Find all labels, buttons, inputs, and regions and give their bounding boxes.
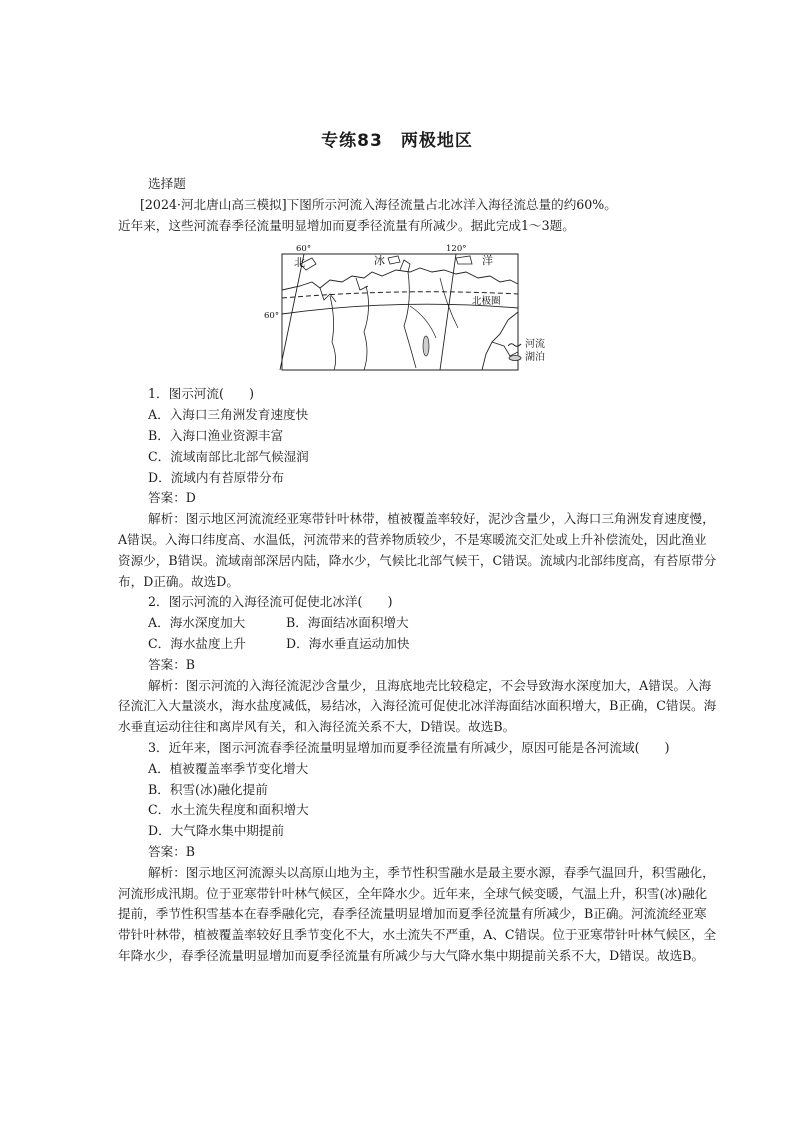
option-a: A．入海口三角洲发育速度快 xyxy=(148,407,309,423)
lake-symbol-icon xyxy=(508,354,522,362)
ocean-label-1: 北 xyxy=(294,256,305,270)
option-b: B．入海口渔业资源丰富 xyxy=(148,427,284,443)
analysis: 解析：图示地区河流流经亚寒带针叶林带，植被覆盖率较好，泥沙含量少，入海口三角洲发育速度慢，A错误。入海口纬度高、水温低，河流带来的营养物质较少，不是寒暖流交汇处或上升补偿流处，因此渔业资源少，B错误。流域南部深居内陆，降水少，气候比北部气候干，C错误。流域内北部纬度高，有苔原带分布，D正确。故选D。 xyxy=(118,511,717,589)
option-c: C．水土流失程度和面积增大 xyxy=(148,802,309,818)
river-symbol-icon xyxy=(508,341,522,349)
section-heading: 选择题 xyxy=(148,176,186,191)
document-body xyxy=(118,174,718,967)
option-c: C．流域南部比北部气候湿润 xyxy=(148,448,309,464)
option-d: D．海水垂直运动加快 xyxy=(286,635,410,651)
legend-river: 河流 xyxy=(508,338,545,351)
intro-text: [2024·河北唐山高三模拟]下图所示河流入海径流量占北冰洋入海径流总量的约60%。 xyxy=(140,196,617,212)
arctic-circle-label: 北极圈 xyxy=(472,296,501,308)
option-b: B．积雪(冰)融化提前 xyxy=(148,781,268,797)
question-stem: 1．图示河流( ) xyxy=(148,386,254,402)
lon-120-label: 120° xyxy=(446,244,467,255)
map-figure xyxy=(118,242,718,378)
option-d: D．流域内有苔原带分布 xyxy=(148,469,285,485)
options-row-2 xyxy=(118,634,718,655)
option-c: C．海水盐度上升 xyxy=(148,635,246,651)
question-3 xyxy=(118,738,718,967)
option-b: B．海面结冰面积增大 xyxy=(286,615,409,631)
option-d: D．大气降水集中期提前 xyxy=(148,823,285,839)
question-1 xyxy=(118,384,718,592)
option-a: A．植被覆盖率季节变化增大 xyxy=(148,760,309,776)
ocean-label-2: 冰 xyxy=(374,254,385,268)
intro-text-2: 近年来，这些河流春季径流量明显增加而夏季径流量有所减少。据此完成1～3题。 xyxy=(118,217,575,233)
map-legend xyxy=(508,338,545,364)
question-2 xyxy=(118,592,718,738)
option-a: A．海水深度加大 xyxy=(148,615,246,631)
answer: 答案：B xyxy=(148,656,196,672)
answer: 答案：B xyxy=(148,843,196,859)
answer: 答案：D xyxy=(148,490,196,506)
question-stem: 3．近年来，图示河流春季径流量明显增加而夏季径流量有所减少，原因可能是各河流域( ) xyxy=(148,739,670,755)
legend-lake: 湖泊 xyxy=(508,351,545,364)
options-row-1 xyxy=(118,613,718,634)
analysis: 解析：图示地区河流源头以高原山地为主，季节性积雪融水是最主要水源，春季气温回升，积雪融化，河流形成汛期。位于亚寒带针叶林气候区，全年降水少。近年来，全球气候变暖，气温上升，积雪(冰)融化提前，季节性积雪基本在春季融化完，春季径流量明显增加而夏季径流量有所减少，B正确。河流流经亚寒带针叶林带，植被覆盖率较好且季节变化不大，水土流失不严重，A、C错误。位于亚寒带针叶林气候区，全年降水少，春季径流量明显增加而夏季径流量有所减少与大气降水集中期提前关系不大，D错误。故选B。 xyxy=(118,864,717,963)
ocean-label-3: 洋 xyxy=(482,254,493,268)
analysis: 解析：图示河流的入海径流泥沙含量少，且海底地壳比较稳定，不会导致海水深度加大，A错误。入海径流汇入大量淡水，海水盐度减低，易结冰，入海径流可促使北冰洋海面结冰面积增大，B正确，C错误。海水垂直运动往往和离岸风有关，和入海径流关系不大，D错误。故选B。 xyxy=(118,677,717,735)
question-stem: 2．图示河流的入海径流可促使北冰洋( ) xyxy=(148,594,393,610)
arctic-rivers-map xyxy=(260,242,620,378)
lat-60-label: 60° xyxy=(264,311,280,322)
lon-60-label: 60° xyxy=(296,244,312,255)
page-title: 专练83 两极地区 xyxy=(321,131,473,151)
